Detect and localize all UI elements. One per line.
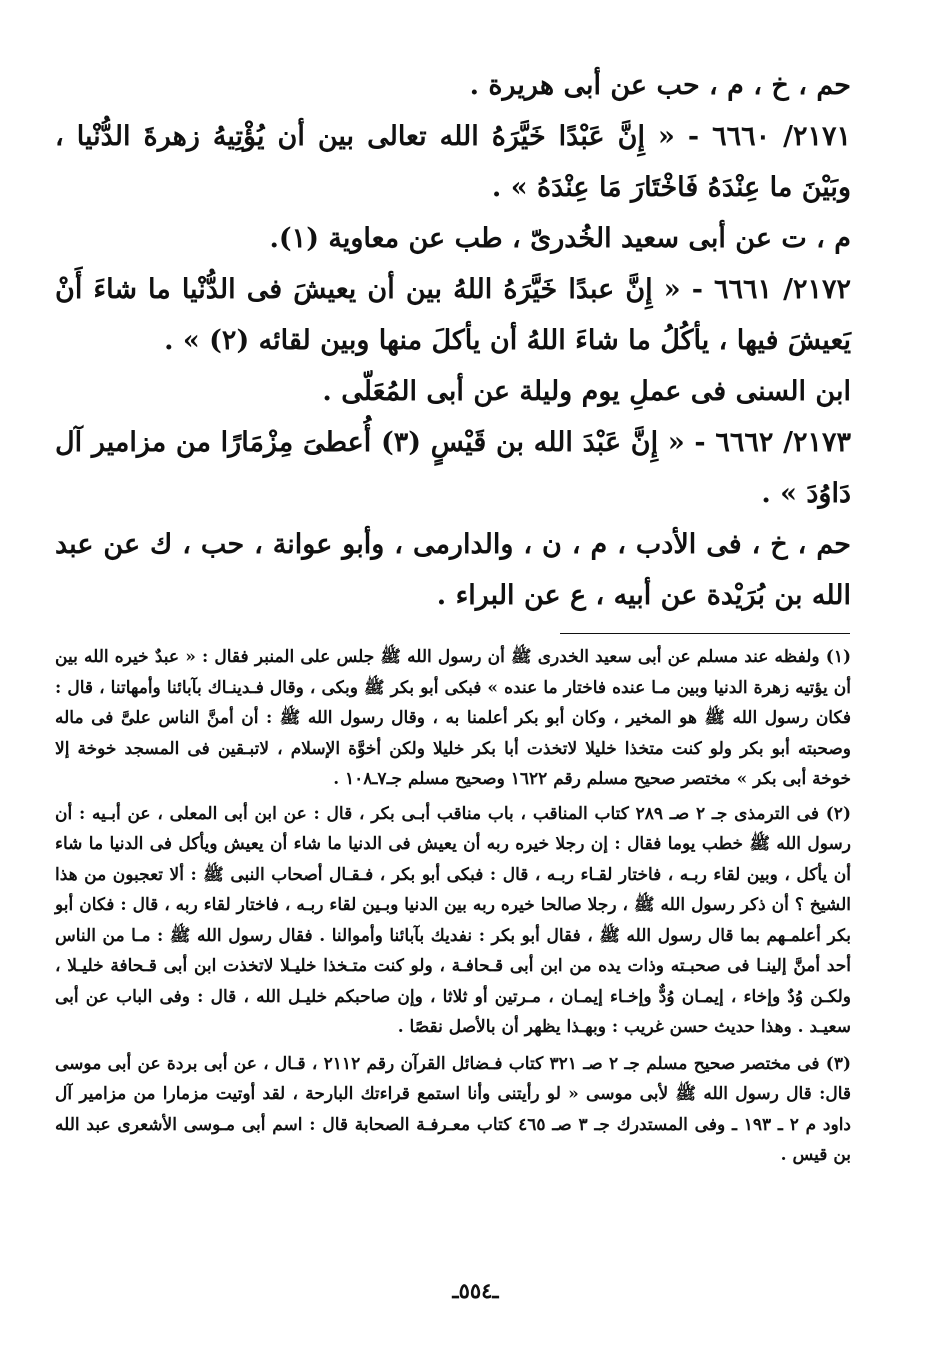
hadith-source-line: حم ، خ ، فى الأدب ، م ، ن ، والدارمى ، وأبو عوانة ، حب ، ك عن عبد الله بن بُرَيْدة عن أبيه ، ع عن البراء . <box>55 529 851 611</box>
hadith-text: ٢١٧٣/ ٦٦٦٢ - « إِنَّ عَبْدَ الله بن قَيْسٍ (٣) أُعطىَ مِزْمَارًا من مزامير آل دَاوُدَ » . <box>55 427 851 509</box>
main-text <box>55 60 851 621</box>
footnote-divider <box>560 633 850 634</box>
footnotes <box>55 642 851 1175</box>
footnote: (٢) فى الترمذى جـ ٢ صـ ٢٨٩ كتاب المناقب ، باب مناقب أبـى بكر ، قال : عن ابن أبى المعلى ، عن أبـيه : أن رسول الله ﷺ خطب يوما فقال : إن رجلا خيره ربه أن يعيش فى الدنيا ما شاء أن يعيش ويأكل فى الدنيا ما شاء أن يأكل ، وبين لقاء ربـه ، فاختار لقـاء ربـه ، قال : فبكى أبو بكر ، فـقـال أصحاب النبى ﷺ : ألا تعجبون من هذا الشيخ ؟ أن ذكر رسول الله ﷺ ، رجلا صالحا خيره ربه بين الدنيا وبـين لقاء ربـه ، فاختار لقاء ربه ، قال : فكان أبو بكر أعلمـهم بما قال رسول الله ﷺ ، فقال أبو بكر : نفديك بآبائنا وأموالنا . فقال رسول الله ﷺ : مـا من الناس أحد أمنَّ إلينـا فى صحبـته وذات يده من ابن أبى قـحافـة ، ولو كنت متـخذا خليـلا لاتخذت ابن أبى قـحافة خليـلا ، ولكـن وُدٌ وإخاء ، إيمـان وُدٌّ وإخـاء إيمـان ، مـرتين أو ثلاثا ، وإن صاحبكم خليـل الله ، قال : وفى الباب عن أبى سعيـد . وهذا حديث حسن غريب : وبهـذا يظهر أن بالأصل نقصًا . <box>55 803 851 1037</box>
hadith-source-line: حم ، خ ، م ، حب عن أبى هريرة . <box>469 70 851 101</box>
page-number: ـ٥٥٤ـ <box>452 1278 499 1303</box>
hadith-text: ٢١٧١/ ٦٦٦٠ - « إِنَّ عَبْدًا خَيَّرَهُ الله تعالى بين أن يُؤْتِيهُ زهرةَ الدُّنْيا ، وبَيْنَ ما عِنْدَهُ فَاخْتَارَ مَا عِنْدَهُ » . <box>55 121 852 203</box>
hadith-text: ٢١٧٢/ ٦٦٦١ - « إِنَّ عبدًا خَيَّرَهُ اللهُ بين أن يعيشَ فى الدُّنْيا ما شاءَ أَنْ يَعيشَ فيها ، يأكُلُ ما شاءَ اللهُ أن يأكلَ منها وبين لقائه (٢) » . <box>55 274 851 356</box>
footnote: (١) ولفظه عند مسلم عن أبى سعيد الخدرى ﷺ أن رسول الله ﷺ جلس على المنبر فقال : « عبدٌ خيره الله بين أن يؤتيه زهرة الدنيا وبين مـا عنده فاختار ما عنده » فبكى أبو بكر ﷺ وبكى ، وقال فـدينـاك بآبائنا وأمهاتنا ، قال : فكان رسول الله ﷺ هو المخير ، وكان أبو بكر أعلمنا به ، وقال رسول الله ﷺ : أن أمنَّ الناس علىَّ فى ماله وصحبته أبو بكر ولو كنت متخذا خليلا لاتخذت أبا بكر خليلا ولكن أخوَّة الإسلام ، لاتبـقين فى المسجد خوخة إلا خوخة أبى بكر » مختصر صحيح مسلم رقم ١٦٢٢ وصحيح مسلم جـ٧ـ١٠٨ . <box>55 647 851 789</box>
hadith-source-line: ابن السنى فى عملِ يوم وليلة عن أبى المُعَلّى . <box>322 376 851 407</box>
footnote: (٣) فى مختصر صحيح مسلم جـ ٢ صـ ٣٢١ كتاب فـضائل القرآن رقم ٢١١٢ ، قـال ، عن أبى بردة عن أبى موسى قال: قال رسول الله ﷺ لأبى موسى « لو رأيتنى وأنا استمع قراءتك البارحة ، لقد أوتيت مزمارا من مزامير آل داود م ٢ ـ ١٩٣ ـ وفى المستدرك جـ ٣ صـ ٤٦٥ كتاب معـرفـة الصحابة قال : اسم أبى مـوسى الأشعرى عبد الله بن قيس . <box>55 1053 851 1165</box>
hadith-source-line: م ، ت عن أبى سعيد الخُدرىّ ، طب عن معاوية (١). <box>269 223 851 254</box>
